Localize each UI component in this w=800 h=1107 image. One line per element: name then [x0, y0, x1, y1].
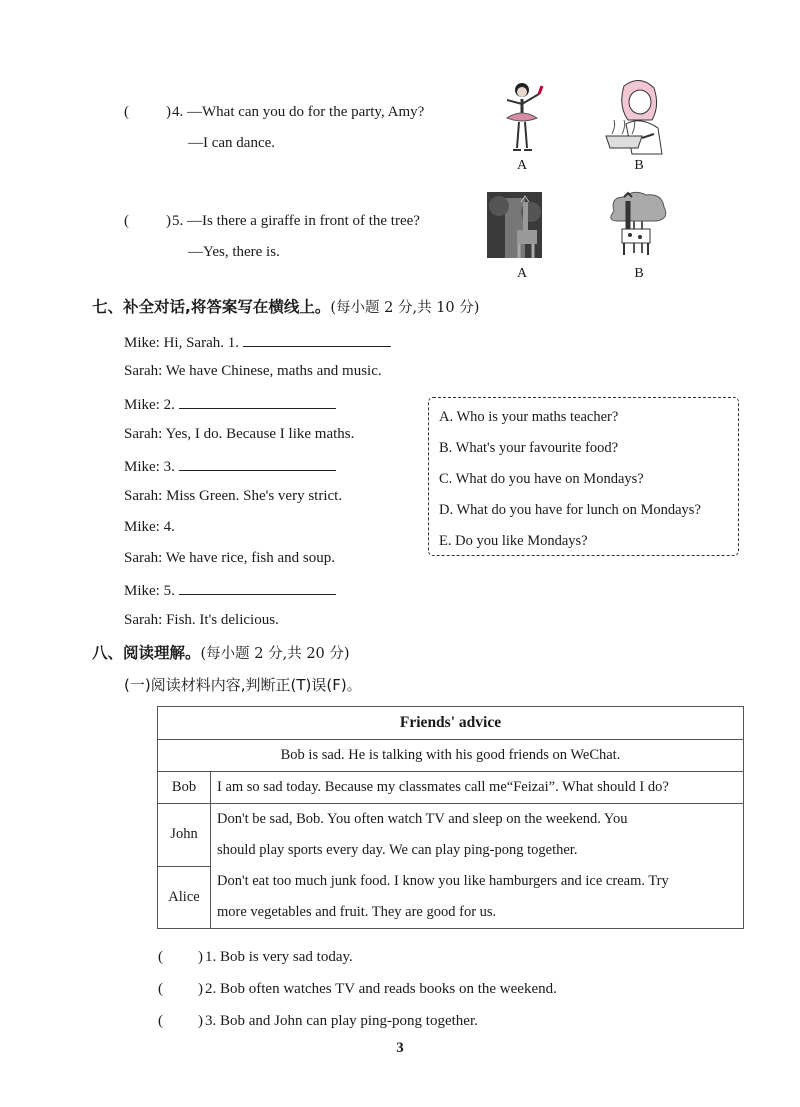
- dialogue-line-5: [124, 456, 336, 476]
- dialogue-line-text: Mike: 5.: [124, 583, 175, 599]
- tf-q1-paren-open: (: [158, 949, 163, 965]
- q5-question: 5. —Is there a giraffe in front of the tree?: [172, 213, 420, 229]
- table-intro-row: [158, 740, 744, 772]
- answer-blank-3[interactable]: [179, 456, 336, 471]
- tf-q3-paren-close: ): [198, 1013, 203, 1029]
- q5-option-a-label: A: [516, 266, 528, 281]
- message-line: Don't eat too much junk food. I know you like hamburgers and ice cream. Try: [217, 873, 669, 889]
- dialogue-line-text: Mike: 2.: [124, 397, 175, 413]
- q4-answer: —I can dance.: [188, 135, 276, 151]
- speaker-name: Alice: [158, 866, 211, 929]
- section-7-score-note: (每小题 2 分,共 10 分): [330, 300, 480, 316]
- page-number: 3: [396, 1040, 404, 1056]
- tf-q3-paren-open: (: [158, 1013, 163, 1029]
- section-7-title: 七、补全对话,将答案写在横线上。: [92, 298, 331, 316]
- q4-answer-paren-close: ): [166, 104, 171, 120]
- giraffe-behind-tree-image: [487, 192, 542, 258]
- q5-option-b-label: B: [634, 266, 644, 281]
- dialogue-line-10: Sarah: Fish. It's delicious.: [124, 612, 279, 628]
- table-intro: Bob is sad. He is talking with his good friends on WeChat.: [158, 740, 744, 772]
- dialogue-line-6: Sarah: Miss Green. She's very strict.: [124, 488, 343, 504]
- q5-answer-paren-open: (: [124, 213, 129, 229]
- section-8-score-note: (每小题 2 分,共 20 分): [200, 646, 350, 662]
- speaker-message: [211, 804, 744, 867]
- cooking-girl-image: [602, 76, 674, 156]
- dialogue-line-text: Mike: 3.: [124, 459, 175, 475]
- speaker-name: Bob: [158, 772, 211, 804]
- table-row: [158, 772, 744, 804]
- table-row: [158, 804, 744, 867]
- speaker-name: John: [158, 804, 211, 867]
- q4-answer-paren-open: (: [124, 104, 129, 120]
- giraffe-in-front-of-tree-image: [604, 191, 672, 257]
- option-a: A. Who is your maths teacher?: [439, 409, 619, 425]
- dialogue-line-2: Sarah: We have Chinese, maths and music.: [124, 363, 382, 379]
- q4-option-b-label: B: [634, 158, 644, 173]
- answer-blank-2[interactable]: [179, 394, 336, 409]
- answer-blank-1[interactable]: [243, 332, 391, 347]
- option-c: C. What do you have on Mondays?: [439, 471, 644, 487]
- dialogue-line-9: [124, 580, 336, 600]
- table-row: [158, 866, 744, 929]
- q4-option-a-label: A: [516, 158, 528, 173]
- answer-blank-5[interactable]: [179, 580, 336, 595]
- tf-q2-paren-open: (: [158, 981, 163, 997]
- tf-question-2: 2. Bob often watches TV and reads books on the weekend.: [205, 981, 557, 997]
- section-7-heading: [92, 297, 479, 318]
- answer-options-box: [428, 397, 739, 556]
- section-8-part-1-instruction: (一)阅读材料内容,判断正(T)误(F)。: [124, 676, 362, 694]
- q5-answer: —Yes, there is.: [188, 244, 280, 260]
- table-title: Friends' advice: [158, 707, 744, 740]
- dialogue-line-4: Sarah: Yes, I do. Because I like maths.: [124, 426, 355, 442]
- tf-q2-paren-close: ): [198, 981, 203, 997]
- section-8-title: 八、阅读理解。: [92, 644, 201, 662]
- section-8-heading: [92, 643, 350, 664]
- friends-advice-table: [157, 706, 744, 929]
- dialogue-line-text: Mike: Hi, Sarah. 1.: [124, 335, 239, 351]
- tf-question-3: 3. Bob and John can play ping-pong together.: [205, 1013, 478, 1029]
- dialogue-line-3: [124, 394, 336, 414]
- tf-q1-paren-close: ): [198, 949, 203, 965]
- tf-question-1: 1. Bob is very sad today.: [205, 949, 353, 965]
- q5-answer-paren-close: ): [166, 213, 171, 229]
- message-line: should play sports every day. We can play ping-pong together.: [217, 842, 578, 858]
- message-line: Don't be sad, Bob. You often watch TV and sleep on the weekend. You: [217, 811, 628, 827]
- speaker-message: [211, 866, 744, 929]
- dialogue-line-8: Sarah: We have rice, fish and soup.: [124, 550, 335, 566]
- message-line: more vegetables and fruit. They are good for us.: [217, 904, 497, 920]
- speaker-message: [211, 772, 744, 804]
- q4-question: 4. —What can you do for the party, Amy?: [172, 104, 425, 120]
- message-line: I am so sad today. Because my classmates call me“Feizai”. What should I do?: [217, 779, 669, 795]
- dialogue-line-7: Mike: 4.: [124, 519, 175, 535]
- option-d: D. What do you have for lunch on Mondays?: [439, 502, 701, 518]
- option-e: E. Do you like Mondays?: [439, 533, 588, 549]
- dancing-girl-image: [495, 78, 550, 156]
- option-b: B. What's your favourite food?: [439, 440, 619, 456]
- dialogue-line-1: [124, 332, 391, 352]
- table-title-row: [158, 707, 744, 740]
